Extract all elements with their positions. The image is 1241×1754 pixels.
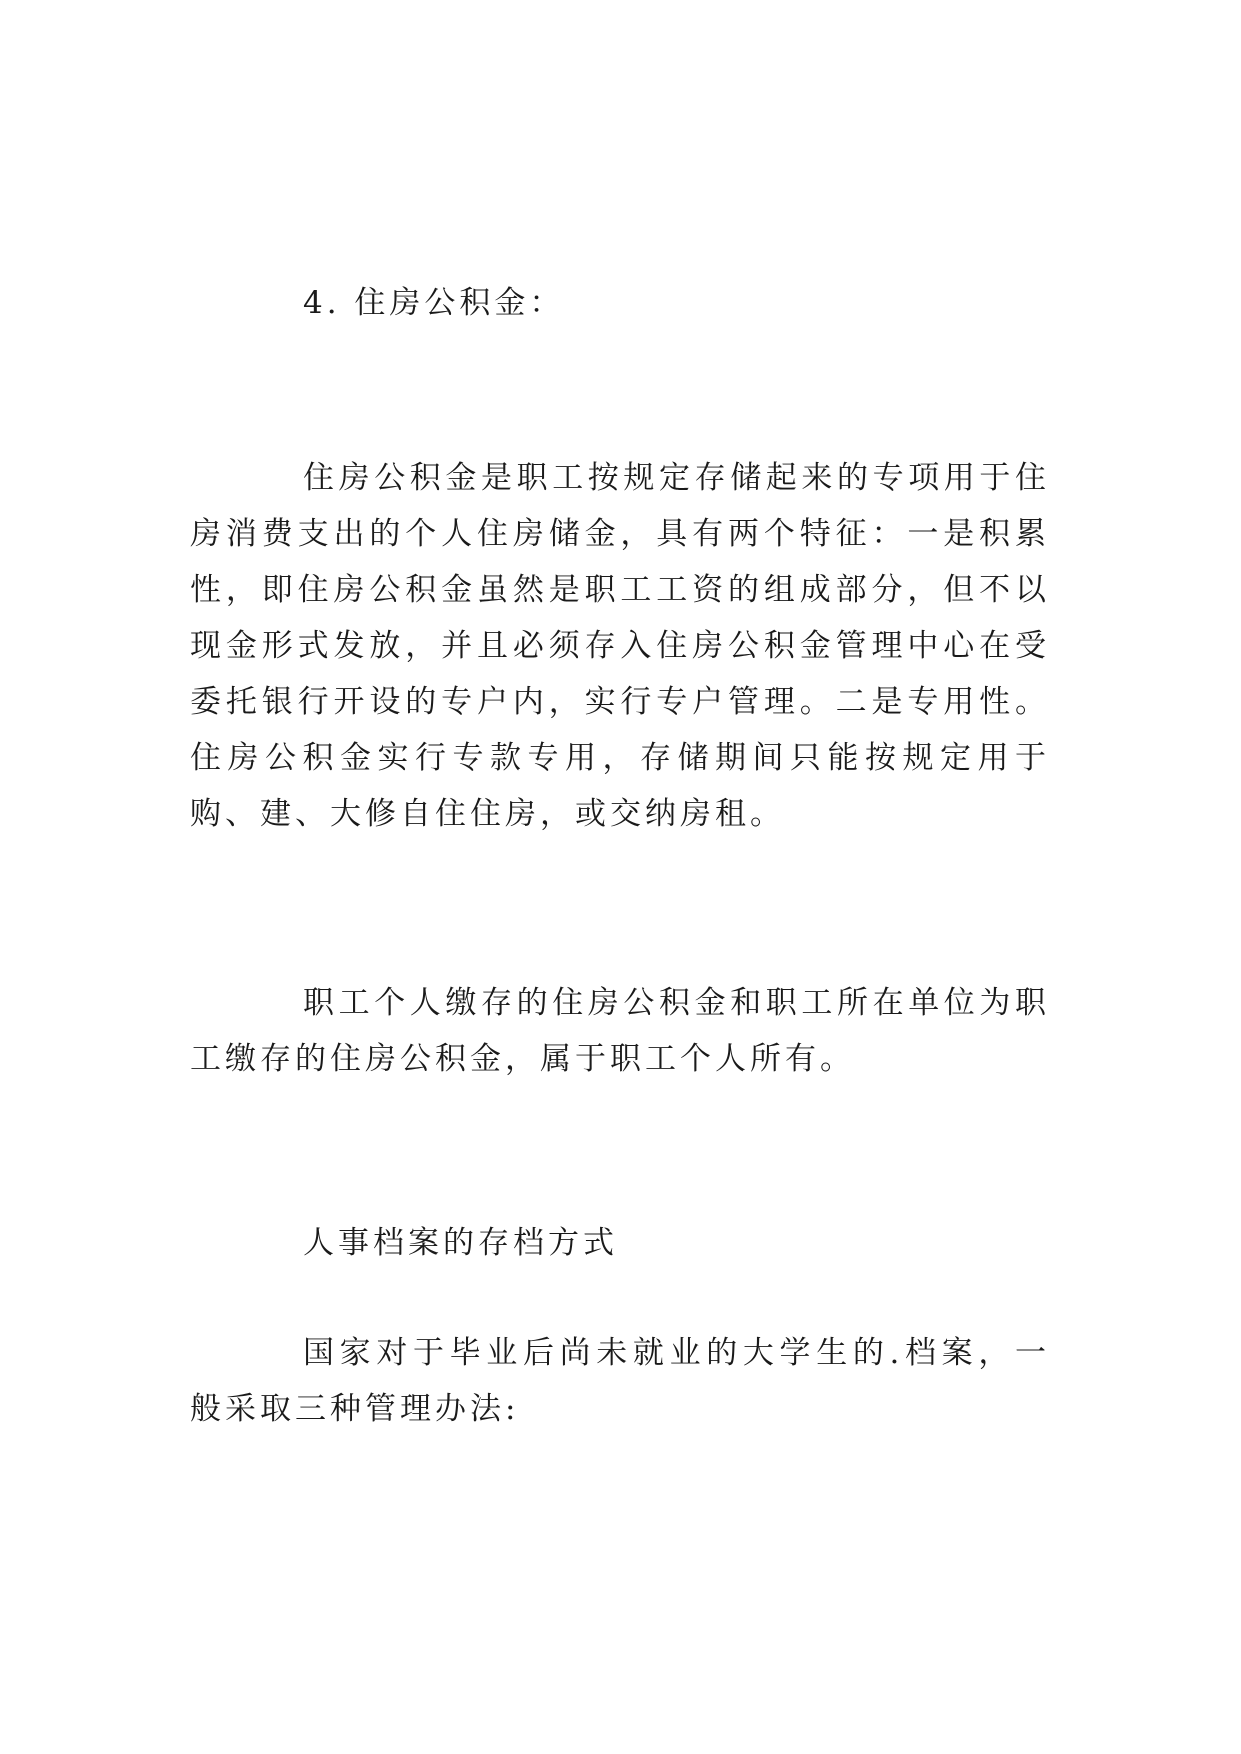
paragraph-fund-ownership: 职工个人缴存的住房公积金和职工所在单位为职工缴存的住房公积金，属于职工个人所有。 (190, 985, 1050, 1077)
paragraph-archive-intro: 国家对于毕业后尚未就业的大学生的.档案，一般采取三种管理办法: (190, 1335, 1050, 1427)
section-heading-archive-methods: 人事档案的存档方式 (303, 1225, 618, 1261)
paragraph-fund-definition: 住房公积金是职工按规定存储起来的专项用于住房消费支出的个人住房储金，具有两个特征：一是积累性，即住房公积金虽然是职工工资的组成部分，但不以现金形式发放，并且必须存入住房公积金管理中心在受委托银行开设的专户内，实行专户管理。二是专用性。住房公积金实行专款专用，存储期间只能按规定用于购、建、大修自住住房，或交纳房租。 (190, 460, 1050, 832)
section-heading-housing-fund: 4. 住房公积金： (303, 285, 565, 321)
